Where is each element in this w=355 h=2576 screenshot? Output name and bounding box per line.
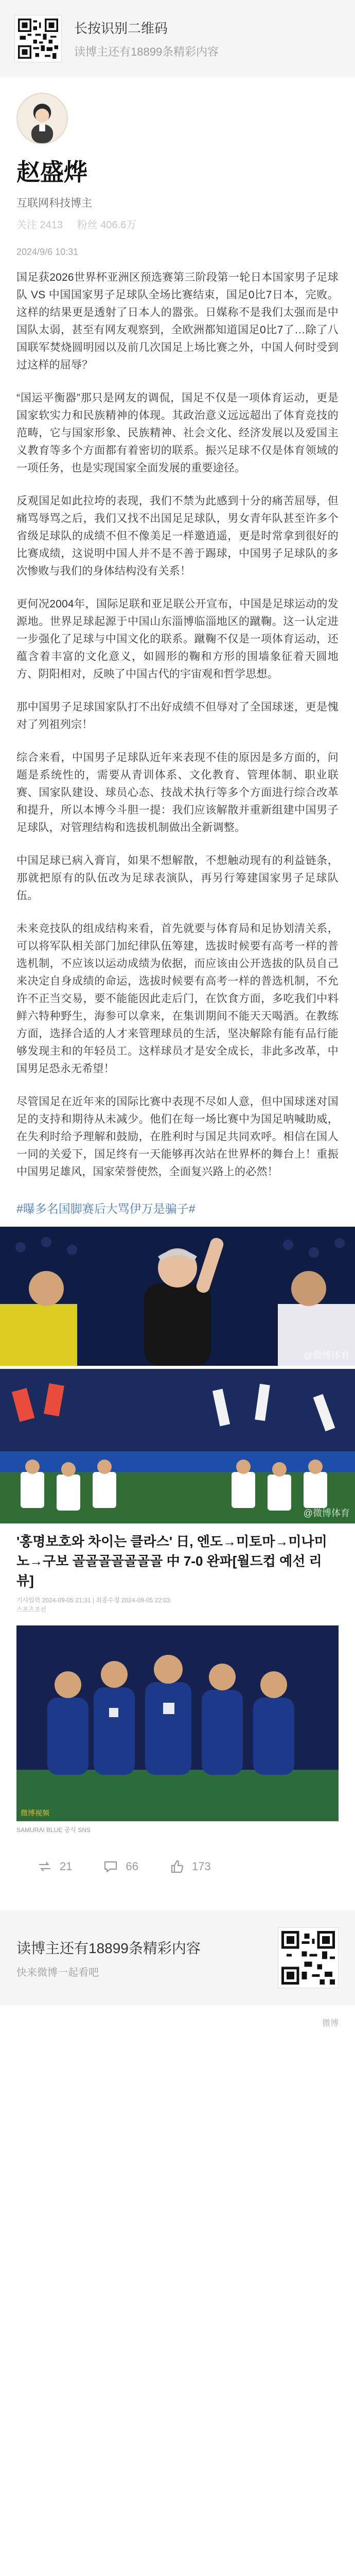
qr-code-icon[interactable] [278,1927,339,1988]
paragraph: 那中国男子足球国家队打不出好成绩不但辱对了全国球迷，更是愧对了列祖列宗！ [16,701,339,731]
news-card[interactable] [0,1523,355,1614]
author-block [0,77,355,258]
comment-icon [103,1859,118,1874]
paragraph: 国足获2026世界杯亚洲区预选赛第三阶段第一轮日本国家男子足球队 VS 中国国家男子足球队全场比赛结束，国足0比7日本，完败。这样的结果更是透射了日本人的嚣张。日媒称不是我们太强而是中国队太弱，甚至有网友观察到，全欧洲都知道国足0比7了…除了八国联军焚烧圆明园以及前几次国足上场比赛之外，中国人何时受到过这样的屈辱？ [16,272,339,371]
paragraph: 未来竞技队的组成结构来看，首先就要与体育局和足协划清关系，可以将军队相关部门加纪律队伍筹建，选拔时候要有高考一样的普选机制，不应该以运动成绩为依据，而应该由公开选拔的队员自己来决定自身成绩的命运，选拔时候要有高考一样的普选机制，不允许不正当交易，要不能能因此走后门，在饮食方面，多吃我们中料鲜六特种野生，海参可以拿来，在集训期间不能天天喝酒。在教练方面，选择合适的人才来管理球员的生活，坚决解除有能有品行能够发现主和的年轻员工。这样球员才是安全成长，非此多改革，中国男足恐永无希望！ [16,923,339,1075]
qr-banner-subtitle: 读博主还有18899条精彩内容 [74,45,219,58]
author-stats [16,216,339,231]
repost-button[interactable] [37,1859,72,1874]
paragraph: 中国足球已病入膏肓，如果不想解散，不想触动现有的利益链条，那就把原有的队伍改为足球表演队，再另行筹建国家男子足球队伍。 [16,855,339,902]
qr-banner-top [0,0,355,77]
like-button[interactable] [169,1859,211,1874]
footer-subtitle: 快来微博一起看吧 [16,1967,99,1978]
repost-icon [37,1859,52,1874]
qr-bottom-text [16,1937,201,1979]
qr-code-icon[interactable] [14,15,62,62]
team-celebration-photo-art [16,1625,339,1821]
photo-caption: SAMURAI BLUE 공식 SNS [16,1826,91,1834]
like-count: 173 [191,1860,211,1873]
news-source: 스포츠조선 [16,1606,46,1613]
match-photo-coach[interactable] [0,1227,355,1366]
following-count: 关注 2413 [16,219,63,231]
action-bar [0,1834,355,1874]
follower-count: 粉丝 406.6万 [77,219,137,231]
footer-title: 读博主还有18899条精彩内容 [16,1940,201,1956]
qr-banner-title: 长按识别二维码 [74,21,168,36]
post-time: 2024/9/6 10:31 [16,247,79,257]
match-photo-players-art [0,1369,355,1523]
paragraph: 尽管国足在近年来的国际比赛中表现不尽如人意，但中国球迷对国足的支持和期待从未减少。他们在每一场比赛中为国足呐喊助威，在失利时给予理解和鼓励，在胜利时与国足共同欢呼。相信在国人一同的关爱下，国足终有一天能够再次站在世界杯的舞台上！重振中国男足雄风，国家荣誉使然，全面复兴路上的必然！ [16,1096,339,1178]
match-photo-players[interactable] [0,1369,355,1523]
qr-banner-text [74,18,219,59]
comment-button[interactable] [103,1859,138,1874]
photo-watermark: @微博体育 [303,1508,350,1518]
site-mark: 微博 [322,2019,339,2028]
team-celebration-photo[interactable] [16,1625,339,1821]
paragraph: 更何况2004年，国际足联和亚足联公开宣布，中国是足球运动的发源地。世界足球起源于中国山东淄博临淄地区的蹴鞠。这一认定进一步强化了足球与中国文化的联系。蹴鞠不仅是一项体育运动，还蕴含着丰富的文化意义，如圆形的鞠和方形的围墙象征着天圆地方、阴阳相对，反映了中国古代的宇宙观和哲学思想。 [16,598,339,680]
like-icon [169,1859,185,1874]
photo-watermark: @微博体育 [303,1350,350,1361]
photo-note: 微博视频 [21,1809,49,1817]
paragraph: 反观国足如此拉垮的表现，我们不禁为此感到十分的痛苦屈辱，但痛骂辱骂之后，我们又找不出国足足球队，男女青年队甚至许多个省级足球队的成绩不但不像美足一样邀逍遥，更是时常拿到很好的比赛成绩，这说明中国人并不是不善于踢球，中国男子足球队的多次惨败与我们的身体结构没有关系！ [16,495,339,577]
article-body [0,269,355,1216]
repost-count: 21 [60,1860,73,1873]
paragraph: 综合来看，中国男子足球队近年来表现不佳的原因是多方面的，问题是系统性的，需要从青训体系、文化教育、管理体制、职业联赛、国家队建设、球员心态、技战术执行等多个方面进行综合改革和提升，所以本博今斗胆一提：我们应该解散并重新组建中国男子足球队，对管理结构和选拔机制做出全新调整。 [16,752,339,834]
author-name[interactable]: 赵盛烨 [16,159,87,185]
match-photo-coach-art [0,1227,355,1366]
news-date: 기사입력 2024-09-05 21:31 | 최종수정 2024-09-05 22:03 [16,1597,170,1604]
avatar[interactable] [16,93,68,144]
paragraph: “国运平衡器”那只是网友的调侃，国足不仅是一项体育运动，更是国家软实力和民族精神的体现。其政治意义远远超出了体育竞技的范畴，它与国家形象、民族精神、社会文化、经济发展以及爱国主义教育等多个方面都有着密切的联系。振兴足球不仅是体育领域的一项任务，也是实现国家全面发展的重要途径。 [16,392,339,474]
author-title: 互联网科技博主 [16,197,92,209]
news-headline[interactable]: '홍명보호와 차이는 클라스' 日, 엔도→미토마→미나미노→구보 골골골골골골골 中 7-0 완파[월드컵 예선 리뷰] [16,1534,327,1588]
comment-count: 66 [126,1860,138,1873]
news-meta [16,1596,339,1614]
qr-banner-bottom [0,1910,355,2005]
hashtag-link[interactable]: #曝多名国脚赛后大骂伊万是骗子# [16,1202,196,1215]
